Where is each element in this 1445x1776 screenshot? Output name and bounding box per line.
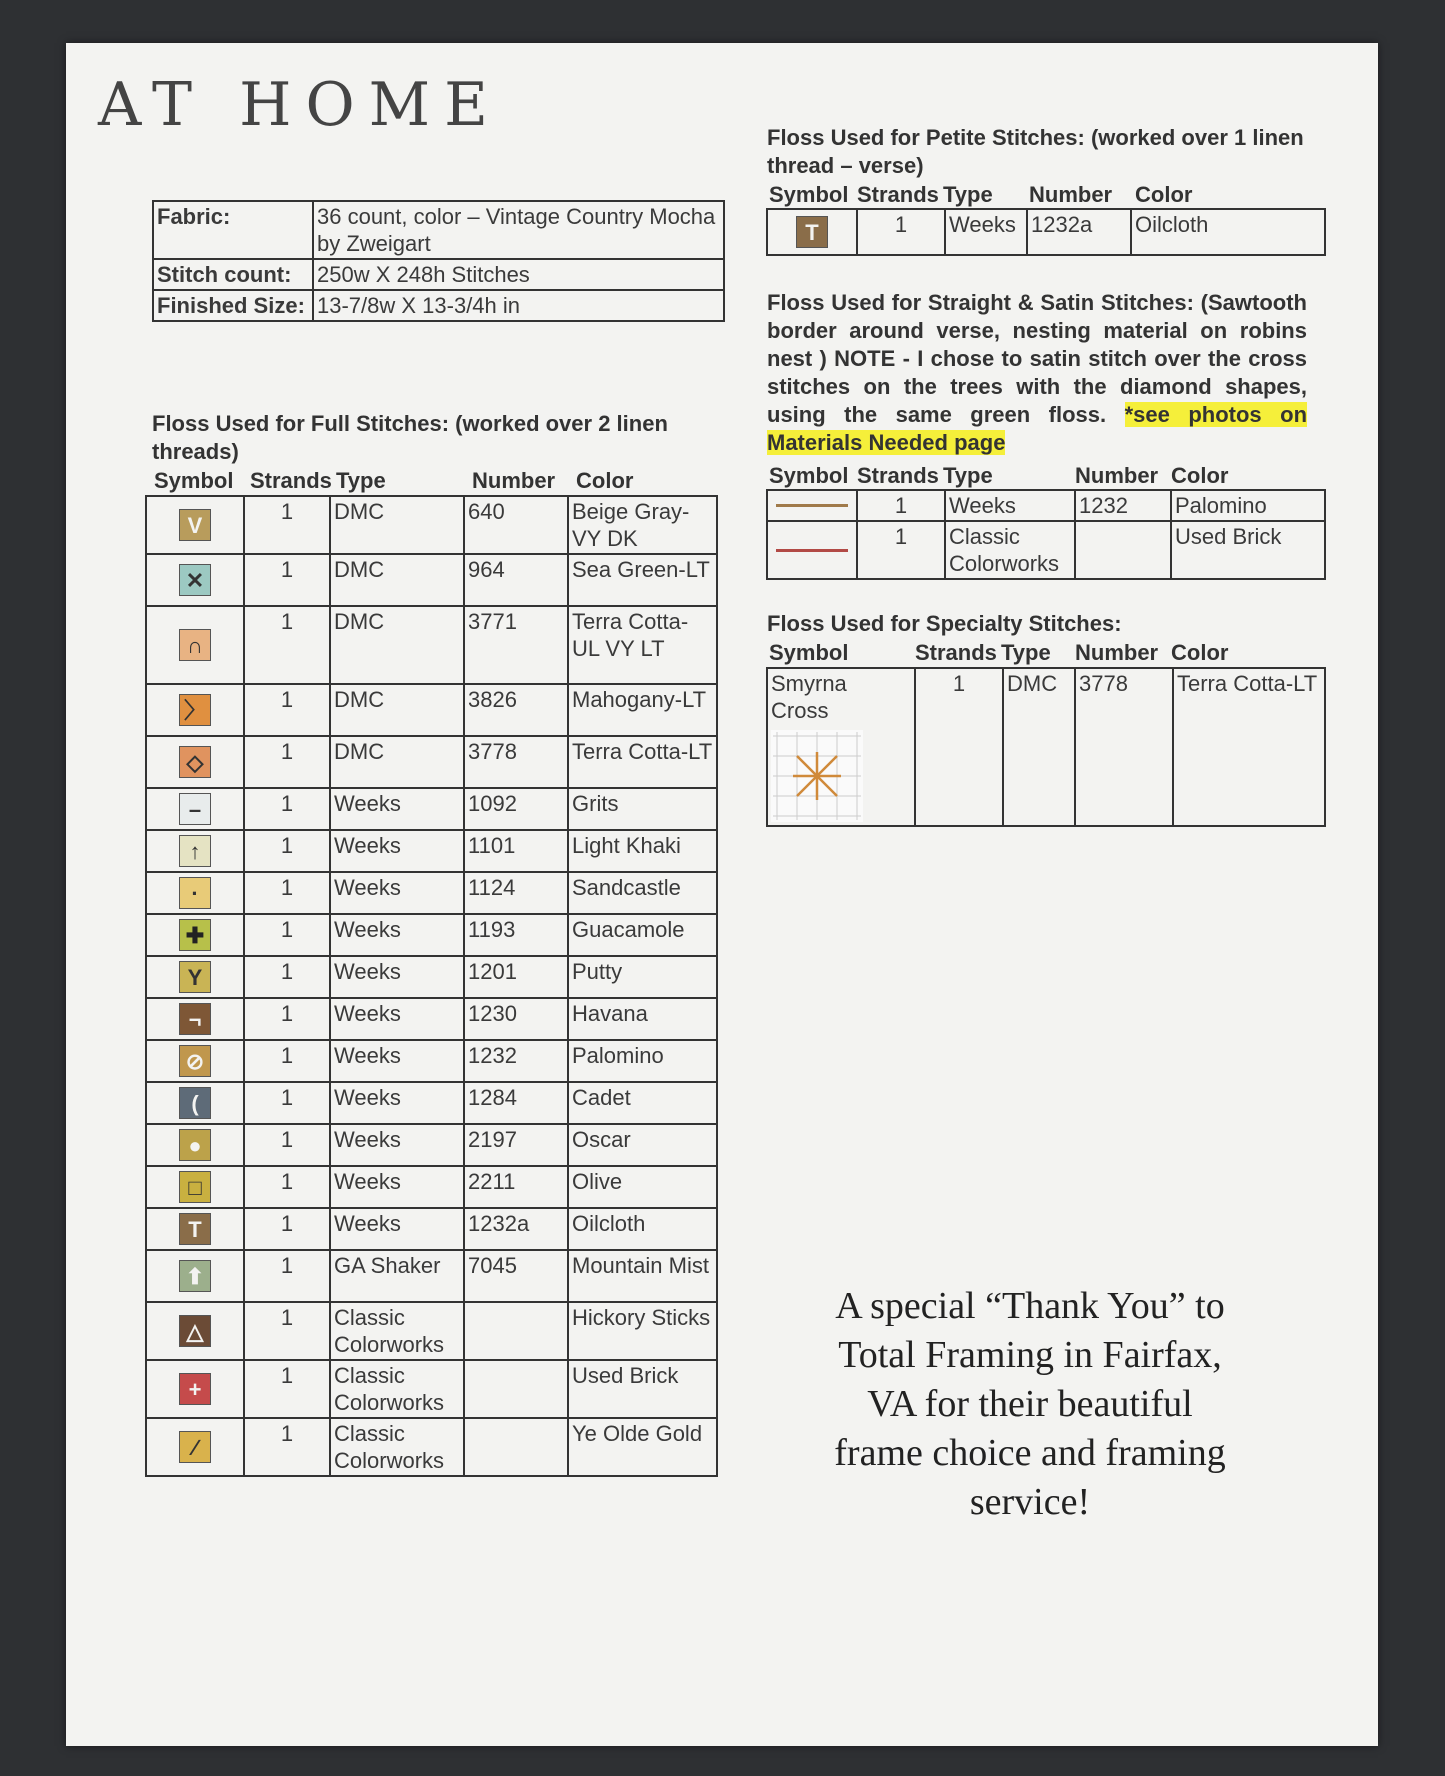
straight-stitches-table	[766, 489, 1326, 580]
col-type: Type	[336, 468, 386, 493]
type-cell: GA Shaker	[330, 1250, 464, 1302]
strands-cell: 1	[244, 1082, 330, 1124]
type-cell: Classic Colorworks	[330, 1360, 464, 1418]
fabric-info-value: 250w X 248h Stitches	[313, 259, 724, 290]
color-name-cell: Palomino	[1171, 490, 1325, 521]
type-cell: Weeks	[330, 1082, 464, 1124]
floss-symbol-icon: +	[179, 1373, 211, 1405]
color-name-cell: Palomino	[568, 1040, 717, 1082]
color-name-cell: Mahogany-LT	[568, 684, 717, 736]
symbol-cell	[767, 521, 857, 579]
symbol-cell	[146, 1082, 244, 1124]
strands-cell: 1	[244, 554, 330, 606]
color-name-cell: Light Khaki	[568, 830, 717, 872]
type-cell: Classic Colorworks	[330, 1418, 464, 1476]
floss-symbol-icon: T	[179, 1213, 211, 1245]
strands-cell: 1	[244, 1166, 330, 1208]
floss-symbol-icon: ⊘	[179, 1045, 211, 1077]
color-name-cell: Putty	[568, 956, 717, 998]
strands-cell: 1	[244, 956, 330, 998]
fabric-info-row	[153, 259, 724, 290]
floss-symbol-icon: T	[796, 216, 828, 248]
symbol-cell	[146, 914, 244, 956]
table-row	[146, 914, 717, 956]
col-color: Color	[1171, 463, 1229, 488]
floss-symbol-icon: ·	[179, 877, 211, 909]
symbol-cell	[146, 1124, 244, 1166]
col-number: Number	[1075, 463, 1159, 488]
strands-cell: 1	[244, 788, 330, 830]
col-number: Number	[472, 468, 556, 493]
color-name-cell: Cadet	[568, 1082, 717, 1124]
smyrna-cross-icon	[771, 730, 863, 822]
symbol-cell	[146, 956, 244, 998]
full-stitches-heading: Floss Used for Full Stitches: (worked over 2 linen threads)	[152, 411, 668, 464]
col-color: Color	[1135, 182, 1193, 207]
table-row	[767, 668, 1325, 826]
color-name-cell: Mountain Mist	[568, 1250, 717, 1302]
strands-cell: 1	[857, 521, 945, 579]
table-row	[146, 684, 717, 736]
straight-stitches-note: Floss Used for Straight & Satin Stitches: (Sawtooth border around verse, nesting material on robins nest ) NOTE - I chose to satin stitch over the cross stitches on the trees with the diamond shapes, using the same green floss.	[767, 290, 1307, 427]
strands-cell: 1	[857, 209, 945, 255]
straight-stitches-heading	[767, 289, 1307, 457]
color-name-cell: Grits	[568, 788, 717, 830]
symbol-cell	[146, 684, 244, 736]
table-row	[146, 1250, 717, 1302]
strands-cell: 1	[244, 496, 330, 554]
type-cell: DMC	[330, 684, 464, 736]
straight-stitch-line-icon	[776, 504, 848, 507]
symbol-cell	[146, 1250, 244, 1302]
number-cell: 1201	[464, 956, 568, 998]
color-name-cell: Oscar	[568, 1124, 717, 1166]
number-cell: 7045	[464, 1250, 568, 1302]
type-cell: Weeks	[330, 830, 464, 872]
col-type: Type	[1001, 640, 1051, 665]
color-name-cell: Oilcloth	[1131, 209, 1325, 255]
col-symbol: Symbol	[154, 468, 234, 493]
type-cell: Weeks	[945, 490, 1075, 521]
type-cell: Weeks	[330, 914, 464, 956]
strands-cell: 1	[244, 998, 330, 1040]
strands-cell: 1	[244, 1418, 330, 1476]
floss-symbol-icon: 〉	[179, 694, 211, 726]
number-cell: 1232	[1075, 490, 1171, 521]
full-stitches-table	[145, 495, 718, 1477]
floss-symbol-icon: ↑	[179, 835, 211, 867]
type-cell: Weeks	[330, 956, 464, 998]
col-strands: Strands	[857, 182, 939, 207]
color-name-cell: Olive	[568, 1166, 717, 1208]
number-cell: 640	[464, 496, 568, 554]
specialty-stitches-heading: Floss Used for Specialty Stitches:	[767, 611, 1122, 636]
fabric-info-label: Stitch count:	[153, 259, 313, 290]
col-color: Color	[576, 468, 634, 493]
strands-cell: 1	[244, 872, 330, 914]
floss-symbol-icon: Y	[179, 961, 211, 993]
materials-note-highlight: *see photos on Materials Needed page	[767, 402, 1308, 455]
color-name-cell: Used Brick	[1171, 521, 1325, 579]
table-row	[146, 1360, 717, 1418]
color-name-cell: Hickory Sticks	[568, 1302, 717, 1360]
col-strands: Strands	[857, 463, 939, 488]
col-color: Color	[1171, 640, 1229, 665]
color-name-cell: Sandcastle	[568, 872, 717, 914]
symbol-cell	[146, 830, 244, 872]
col-symbol: Symbol	[769, 182, 849, 207]
type-cell: Weeks	[330, 998, 464, 1040]
col-symbol: Symbol	[769, 463, 849, 488]
symbol-cell	[146, 872, 244, 914]
number-cell: 964	[464, 554, 568, 606]
strands-cell: 1	[244, 606, 330, 684]
type-cell: Weeks	[330, 1166, 464, 1208]
table-row	[767, 490, 1325, 521]
table-row	[146, 788, 717, 830]
strands-cell: 1	[244, 1040, 330, 1082]
number-cell: 3826	[464, 684, 568, 736]
col-strands: Strands	[250, 468, 332, 493]
thank-you-note: A special “Thank You” to Total Framing in Fairfax, VA for their beautiful frame choice and framing service!	[834, 1285, 1226, 1523]
table-row	[146, 956, 717, 998]
color-name-cell: Sea Green-LT	[568, 554, 717, 606]
floss-symbol-icon: (	[179, 1087, 211, 1119]
number-cell: 1232a	[1027, 209, 1131, 255]
number-cell	[1075, 521, 1171, 579]
number-cell: 2197	[464, 1124, 568, 1166]
floss-symbol-icon: ¬	[179, 1003, 211, 1035]
floss-symbol-icon: ✚	[179, 919, 211, 951]
symbol-cell	[146, 736, 244, 788]
symbol-cell	[146, 496, 244, 554]
type-cell: DMC	[1003, 668, 1075, 826]
table-row	[146, 554, 717, 606]
table-row	[146, 872, 717, 914]
table-row	[146, 1302, 717, 1360]
color-name-cell: Oilcloth	[568, 1208, 717, 1250]
symbol-cell	[767, 668, 915, 826]
petite-stitches-table	[766, 208, 1326, 256]
straight-stitch-line-icon	[776, 549, 848, 552]
table-row	[146, 606, 717, 684]
floss-symbol-icon: ◇	[179, 746, 211, 778]
color-name-cell: Terra Cotta-LT	[1173, 668, 1325, 826]
symbol-cell	[767, 490, 857, 521]
symbol-cell	[146, 1208, 244, 1250]
strands-cell: 1	[244, 1250, 330, 1302]
fabric-info-row	[153, 201, 724, 259]
table-row	[146, 1040, 717, 1082]
number-cell: 1124	[464, 872, 568, 914]
symbol-cell	[767, 209, 857, 255]
floss-symbol-icon: ✕	[179, 564, 211, 596]
table-row	[146, 1124, 717, 1166]
table-row	[146, 998, 717, 1040]
table-row	[146, 830, 717, 872]
fabric-info-label: Finished Size:	[153, 290, 313, 321]
petite-stitches-heading: Floss Used for Petite Stitches: (worked over 1 linen thread – verse)	[767, 125, 1304, 178]
symbol-cell	[146, 1302, 244, 1360]
col-strands: Strands	[915, 640, 997, 665]
type-cell: Weeks	[330, 1208, 464, 1250]
table-row	[146, 736, 717, 788]
symbol-cell	[146, 606, 244, 684]
type-cell: Weeks	[945, 209, 1027, 255]
number-cell: 3778	[1075, 668, 1173, 826]
strands-cell: 1	[244, 914, 330, 956]
specialty-stitches-table	[766, 667, 1326, 827]
col-type: Type	[943, 182, 993, 207]
number-cell	[464, 1302, 568, 1360]
fabric-info-value: 13-7/8w X 13-3/4h in	[313, 290, 724, 321]
floss-symbol-icon: V	[179, 509, 211, 541]
number-cell: 1284	[464, 1082, 568, 1124]
symbol-cell	[146, 998, 244, 1040]
fabric-info-label: Fabric:	[153, 201, 313, 259]
number-cell	[464, 1360, 568, 1418]
floss-symbol-icon: ●	[179, 1129, 211, 1161]
col-number: Number	[1075, 640, 1159, 665]
table-row	[146, 1208, 717, 1250]
symbol-cell	[146, 554, 244, 606]
table-row	[767, 209, 1325, 255]
number-cell: 1230	[464, 998, 568, 1040]
color-name-cell: Used Brick	[568, 1360, 717, 1418]
type-cell: Weeks	[330, 788, 464, 830]
number-cell: 1092	[464, 788, 568, 830]
type-cell: Classic Colorworks	[330, 1302, 464, 1360]
symbol-cell	[146, 788, 244, 830]
strands-cell: 1	[244, 684, 330, 736]
table-row	[146, 1082, 717, 1124]
table-row	[146, 1418, 717, 1476]
symbol-cell	[146, 1166, 244, 1208]
number-cell: 1193	[464, 914, 568, 956]
strands-cell: 1	[244, 1208, 330, 1250]
col-number: Number	[1029, 182, 1113, 207]
floss-symbol-icon: △	[179, 1315, 211, 1347]
floss-symbol-icon: ∕	[179, 1431, 211, 1463]
type-cell: Weeks	[330, 1124, 464, 1166]
strands-cell: 1	[915, 668, 1003, 826]
symbol-cell	[146, 1040, 244, 1082]
floss-symbol-icon: ⬆	[179, 1260, 211, 1292]
color-name-cell: Ye Olde Gold	[568, 1418, 717, 1476]
number-cell	[464, 1418, 568, 1476]
floss-symbol-icon: ∩	[179, 629, 211, 661]
number-cell: 1232	[464, 1040, 568, 1082]
color-name-cell: Terra Cotta-LT	[568, 736, 717, 788]
strands-cell: 1	[244, 1360, 330, 1418]
table-row	[146, 496, 717, 554]
type-cell: Weeks	[330, 1040, 464, 1082]
symbol-cell	[146, 1418, 244, 1476]
fabric-info-row	[153, 290, 724, 321]
color-name-cell: Havana	[568, 998, 717, 1040]
type-cell: DMC	[330, 736, 464, 788]
floss-symbol-icon: –	[179, 793, 211, 825]
strands-cell: 1	[857, 490, 945, 521]
type-cell: Classic Colorworks	[945, 521, 1075, 579]
strands-cell: 1	[244, 830, 330, 872]
strands-cell: 1	[244, 1302, 330, 1360]
type-cell: DMC	[330, 606, 464, 684]
strands-cell: 1	[244, 1124, 330, 1166]
number-cell: 1101	[464, 830, 568, 872]
color-name-cell: Guacamole	[568, 914, 717, 956]
type-cell: DMC	[330, 496, 464, 554]
page-title: AT HOME	[98, 70, 502, 140]
color-name-cell: Terra Cotta-UL VY LT	[568, 606, 717, 684]
number-cell: 2211	[464, 1166, 568, 1208]
fabric-info-table	[152, 200, 725, 322]
col-symbol: Symbol	[769, 640, 849, 665]
specialty-symbol-label: Smyrna Cross	[771, 671, 847, 723]
floss-symbol-icon: □	[179, 1171, 211, 1203]
strands-cell: 1	[244, 736, 330, 788]
fabric-info-value: 36 count, color – Vintage Country Mocha by Zweigart	[313, 201, 724, 259]
number-cell: 1232a	[464, 1208, 568, 1250]
number-cell: 3778	[464, 736, 568, 788]
type-cell: DMC	[330, 554, 464, 606]
number-cell: 3771	[464, 606, 568, 684]
symbol-cell	[146, 1360, 244, 1418]
table-row	[767, 521, 1325, 579]
table-row	[146, 1166, 717, 1208]
type-cell: Weeks	[330, 872, 464, 914]
col-type: Type	[943, 463, 993, 488]
color-name-cell: Beige Gray-VY DK	[568, 496, 717, 554]
